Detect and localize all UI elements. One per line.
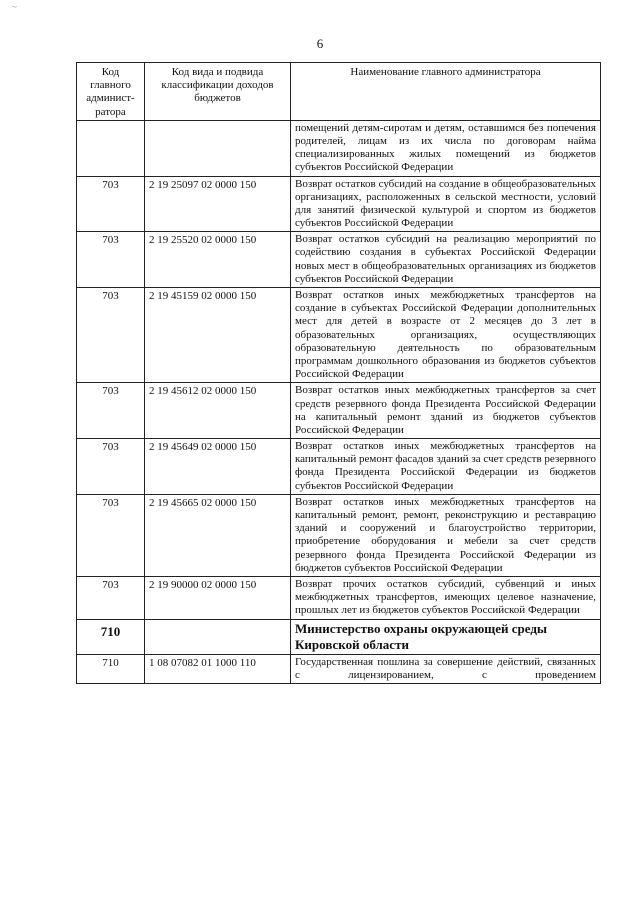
revenue-administrators-table [76, 62, 601, 684]
kbk-cell: 2 19 25520 02 0000 150 [145, 232, 291, 288]
table-row [77, 383, 601, 439]
table-row [77, 494, 601, 576]
admin-name-cell: помещений детям-сиротам и детям, оставшимся без попечения родителей, лицам из их числа по договорам найма специализированных жилых помещений из бюджетов субъектов Российской Федерации [291, 120, 601, 176]
admin-name-cell: Возврат прочих остатков субсидий, субвенций и иных межбюджетных трансфертов, имеющих целевое назначение, прошлых лет из бюджетов субъектов Российской Федерации [291, 576, 601, 619]
admin-name-cell: Возврат остатков иных межбюджетных трансфертов за счет средств резервного фонда Президента Российской Федерации на капитальный ремонт зданий из бюджетов субъектов Российской Федерации [291, 383, 601, 439]
table-row [77, 232, 601, 288]
header-admin-name: Наименование главного администратора [291, 63, 601, 121]
admin-code-cell: 703 [77, 232, 145, 288]
scan-corner-mark: ~ [12, 2, 17, 12]
kbk-cell: 2 19 45159 02 0000 150 [145, 288, 291, 383]
ministry-name-cell: Министерство охраны окружающей среды Кировской области [291, 619, 601, 655]
kbk-cell: 2 19 45649 02 0000 150 [145, 439, 291, 495]
ministry-header-row [77, 619, 601, 655]
admin-name-cell: Государственная пошлина за совершение действий, связанных с лицензированием, с проведением [291, 655, 601, 684]
table-header-row [77, 63, 601, 121]
admin-code-cell: 703 [77, 288, 145, 383]
table-row [77, 176, 601, 232]
table-row [77, 655, 601, 684]
kbk-cell: 1 08 07082 01 1000 110 [145, 655, 291, 684]
admin-code-cell: 710 [77, 619, 145, 655]
header-admin-code: Код главного админист-ратора [77, 63, 145, 121]
admin-name-cell: Возврат остатков субсидий на создание в общеобразовательных организациях, расположенных в сельской местности, условий для занятий физической культурой и спортом из бюджетов субъектов Российской Федерации [291, 176, 601, 232]
kbk-cell: 2 19 90000 02 0000 150 [145, 576, 291, 619]
table-row [77, 288, 601, 383]
admin-name-cell: Возврат остатков иных межбюджетных трансфертов на создание в субъектах Российской Федерации дополнительных мест для детей в возрасте от 2 месяцев до 3 лет в образовательных организациях, осуществляющих образовательную деятельность по образовательным программам дошкольного образования из бюджетов субъектов Российской Федерации [291, 288, 601, 383]
admin-name-cell: Возврат остатков иных межбюджетных трансфертов на капитальный ремонт, ремонт, реконструкцию и реставрацию зданий и сооружений и благоустройство территории, приобретение оборудования и мебели за счет средств резервного фонда Президента Российской Федерации из бюджетов субъектов Российской Федерации [291, 494, 601, 576]
admin-code-cell: 703 [77, 576, 145, 619]
admin-code-cell: 710 [77, 655, 145, 684]
kbk-cell [145, 120, 291, 176]
table-row [77, 120, 601, 176]
kbk-cell: 2 19 25097 02 0000 150 [145, 176, 291, 232]
admin-code-cell: 703 [77, 494, 145, 576]
page-number: 6 [316, 36, 324, 51]
admin-code-cell: 703 [77, 383, 145, 439]
kbk-cell [145, 619, 291, 655]
admin-code-cell [77, 120, 145, 176]
admin-code-cell: 703 [77, 439, 145, 495]
admin-name-cell: Возврат остатков субсидий на реализацию мероприятий по содействию создания в субъектах Российской Федерации новых мест в общеобразовательных организациях из бюджетов субъектов Российской Федерации [291, 232, 601, 288]
admin-name-cell: Возврат остатков иных межбюджетных трансфертов на капитальный ремонт фасадов зданий за счет средств резервного фонда Президента Российской Федерации из бюджетов субъектов Российской Федерации [291, 439, 601, 495]
kbk-cell: 2 19 45612 02 0000 150 [145, 383, 291, 439]
table-row [77, 439, 601, 495]
admin-code-cell: 703 [77, 176, 145, 232]
header-revenue-classification-code: Код вида и подвида классификации доходов бюджетов [145, 63, 291, 121]
table-row [77, 576, 601, 619]
kbk-cell: 2 19 45665 02 0000 150 [145, 494, 291, 576]
